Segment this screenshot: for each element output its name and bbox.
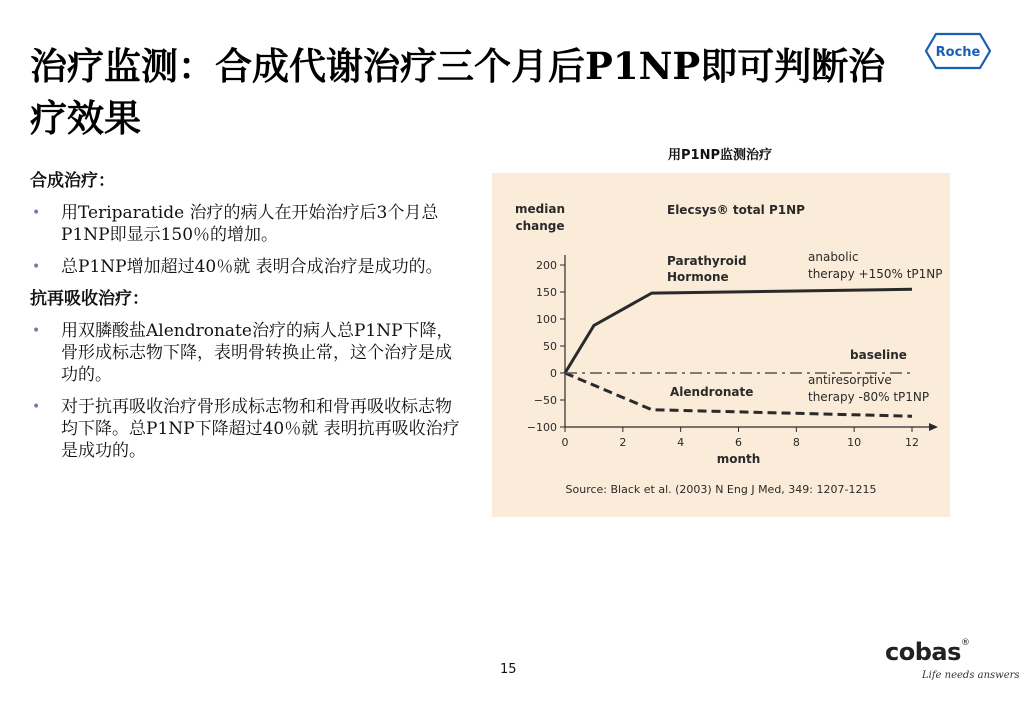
y-tick-label: 150	[536, 286, 557, 299]
x-axis-label: month	[716, 452, 761, 466]
y-tick-label: −50	[533, 394, 557, 407]
bullet-dot: •	[32, 259, 41, 275]
y-axis-label: change	[515, 219, 565, 233]
bullet-text: 总P1NP增加超过40％就 表明合成治疗是成功的。	[61, 257, 443, 277]
x-tick-label: 12	[905, 436, 919, 449]
y-tick-label: 0	[550, 367, 557, 380]
series-label-pth: Hormone	[667, 270, 729, 284]
bullet-text: 用双膦酸盐Alendronate治疗的病人总P1NP下降，骨形成标志物下降，表明骨转换止常，这个治疗是成功的。	[61, 321, 454, 385]
page-title: 治疗监测：合成代谢治疗三个月后P1NP即可判断治疗效果	[30, 44, 886, 140]
bullet-item	[30, 202, 460, 246]
annotation-antiresorptive: antiresorptive	[808, 373, 892, 387]
section-heading-anabolic: 合成治疗：	[30, 171, 115, 191]
roche-logo	[924, 32, 992, 70]
bullet-dot: •	[32, 399, 41, 415]
bullet-item	[30, 320, 460, 386]
cobas-tagline: Life needs answers	[922, 670, 1020, 681]
annotation-anabolic: therapy +150% tP1NP	[808, 267, 943, 281]
annotation-antiresorptive: therapy -80% tP1NP	[808, 390, 930, 404]
x-tick-label: 10	[847, 436, 862, 449]
x-tick-label: 2	[619, 436, 627, 449]
x-tick-label: 8	[792, 436, 800, 449]
series-label-pth: Parathyroid	[667, 254, 747, 268]
y-tick-label: −100	[526, 421, 557, 434]
section-heading-antiresorptive: 抗再吸收治疗：	[30, 289, 149, 309]
x-tick-label: 4	[677, 436, 685, 449]
chart-title: Elecsys® total P1NP	[667, 203, 805, 217]
y-tick-label: 100	[536, 313, 557, 326]
page-number: 15	[500, 662, 517, 677]
bullet-text: 用Teriparatide 治疗的病人在开始治疗后3个月总P1NP即显示150％的增加。	[61, 203, 439, 245]
chart-panel	[492, 173, 950, 517]
cobas-logo	[885, 638, 969, 666]
series-label-baseline: baseline	[850, 348, 907, 362]
bullet-dot: •	[32, 323, 41, 339]
bullet-dot: •	[32, 205, 41, 221]
x-tick-label: 0	[561, 436, 569, 449]
text-content	[30, 170, 460, 472]
p1np-line-chart	[492, 173, 950, 517]
bullet-item	[30, 396, 460, 462]
y-tick-label: 200	[536, 259, 557, 272]
cobas-brand: cobas	[885, 638, 961, 666]
y-tick-label: 50	[543, 340, 557, 353]
bullet-item	[30, 256, 460, 278]
chart-caption: 用P1NP监测治疗	[668, 148, 772, 163]
bullet-text: 对于抗再吸收治疗骨形成标志物和和骨再吸收标志物均下降。总P1NP下降超过40％就 表明抗再吸收治疗是成功的。	[61, 397, 460, 461]
roche-logo-text: Roche	[935, 45, 981, 60]
annotation-anabolic: anabolic	[808, 250, 859, 264]
x-tick-label: 6	[735, 436, 742, 449]
x-axis-arrow	[929, 423, 938, 431]
registered-mark: ®	[960, 638, 970, 648]
chart-source: Source: Black et al. (2003) N Eng J Med, 349: 1207-1215	[565, 483, 877, 496]
series-label-alendronate: Alendronate	[670, 385, 754, 399]
y-axis-label: median	[515, 202, 565, 216]
